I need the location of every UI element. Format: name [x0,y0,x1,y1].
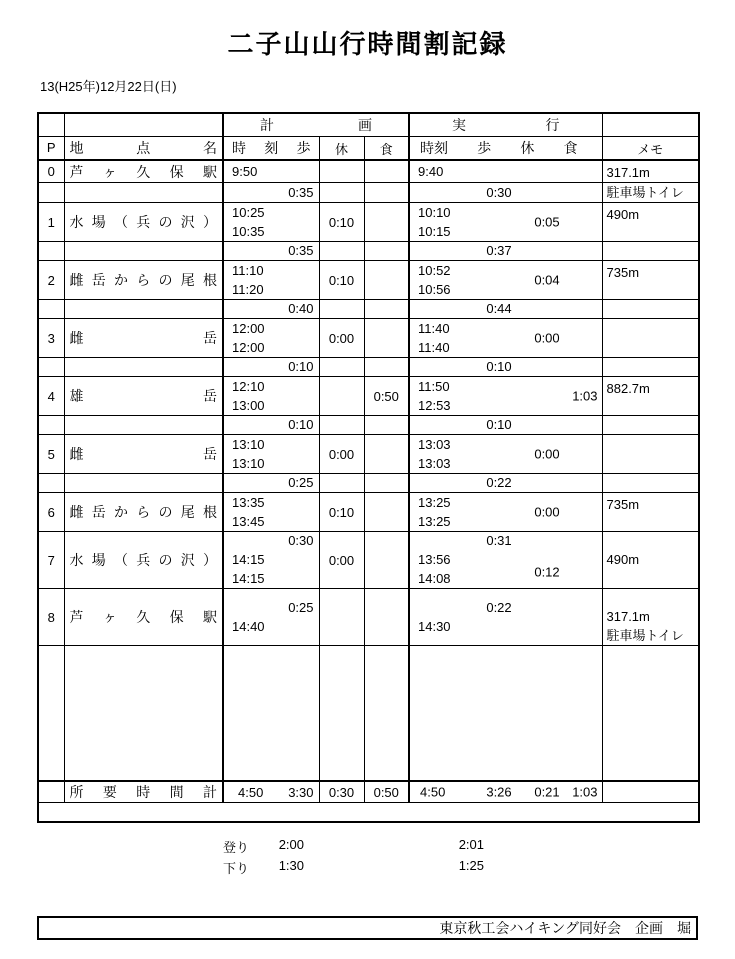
actual-walk: 0:37 [486,243,512,258]
plan-time: 13:45 [232,514,265,529]
plan-time: 9:50 [232,164,258,179]
station-row-2 [38,261,699,300]
station-name: 雌 岳 か ら の 尾 根 [64,261,223,300]
actual-cell [409,646,602,782]
header-actual-cols [409,137,602,161]
station-name: 芦 ヶ 久 保 駅 [64,589,223,646]
plan-cell [223,183,319,203]
point-number: 5 [38,435,64,474]
actual-walk-label: 歩 [477,140,492,156]
point-number [38,646,64,782]
actual-cell [409,183,602,203]
plan-time: 14:15 [232,571,265,586]
actual-time: 13:25 [418,514,451,529]
point-number [38,781,64,803]
descent-label: 下り [223,861,250,876]
walk-row [38,183,699,203]
walk-row [38,416,699,435]
plan-cell [223,532,319,589]
actual-cell [409,203,602,242]
actual-time: 10:56 [418,282,451,297]
actual-time: 13:56 [418,552,451,567]
plan-time: 11:20 [232,282,264,297]
summary-row [38,781,699,803]
station-name: 雄 岳 [64,377,223,416]
memo-cell [602,203,699,242]
meal-label: 食 [379,141,393,157]
memo-cell [602,242,699,261]
point-number: 1 [38,203,64,242]
walk-row [38,358,699,377]
plan-cell [223,646,319,782]
actual-time: 14:30 [418,618,451,634]
page-title: 二子山山行時間割記録 [227,29,508,59]
station-name [64,358,223,377]
actual-cell [409,242,602,261]
actual-cell [409,474,602,493]
header-memo-blank [602,113,699,137]
point-number [38,242,64,261]
plan-walk: 0:35 [288,243,314,258]
plan-meal-cell [364,160,409,183]
plan-cell [223,261,319,300]
schedule-table [37,112,700,823]
climb-actual-value: 2:01 [458,837,484,852]
actual-meal: 1:03 [572,388,598,404]
point-number [38,474,64,493]
memo-cell [602,474,699,493]
header-plan-time-walk: 時 刻 歩 [223,137,319,161]
station-name [64,242,223,261]
actual-time: 11:40 [418,321,450,336]
plan-meal-cell [364,319,409,358]
station-name: 水 場 （ 兵 の 沢 ） [64,532,223,589]
station-row-4 [38,377,699,416]
actual-time-label: 時刻 [420,140,448,156]
plan-meal-cell [364,242,409,261]
plan-cell [223,358,319,377]
actual-walk: 0:31 [486,533,512,548]
walk-row [38,242,699,261]
plan-rest-cell [319,183,364,203]
summary-actual-rest: 0:21 [534,784,560,800]
actual-cell [409,377,602,416]
plan-walk: 0:25 [288,475,314,490]
station-row-1 [38,203,699,242]
actual-cell [409,416,602,435]
actual-rest: 0:00 [534,504,560,520]
header-p-blank [38,113,64,137]
memo-text: 317.1m [606,165,650,180]
station-row-3 [38,319,699,358]
actual-cell [409,589,602,646]
plan-rest-cell [319,589,364,646]
plan-rest-cell [319,416,364,435]
memo-cell [602,781,699,803]
station-name [64,183,223,203]
plan-section-label: 計 [260,117,274,133]
walk-row [38,474,699,493]
plan-time: 12:00 [232,340,265,355]
footer-credit: 東京秋工会ハイキング同好会 企画 堀 [37,916,698,940]
memo-cell [602,589,699,646]
memo-text: 882.7m [606,381,650,396]
memo-cell [602,377,699,416]
plan-walk: 0:25 [288,599,314,615]
actual-time: 9:40 [418,164,444,179]
summary-label: 所 要 時 間 計 [64,781,223,803]
station-name [64,300,223,319]
plan-walk: 0:40 [288,301,314,316]
actual-time: 11:50 [418,379,450,394]
actual-cell [409,261,602,300]
climb-plan-value: 2:00 [278,837,304,852]
header-actual-section [409,113,602,137]
actual-time: 13:25 [418,495,451,510]
point-number [38,183,64,203]
actual-walk: 0:10 [486,417,512,432]
actual-section-label: 行 [545,117,560,133]
memo-text: 490m [606,207,640,222]
station-name: 水 場 （ 兵 の 沢 ） [64,203,223,242]
plan-meal-cell [364,203,409,242]
actual-cell [409,319,602,358]
summary-actual-time: 4:50 [420,784,446,800]
schedule-table-wrapper [37,112,700,823]
plan-time: 12:00 [232,321,265,336]
station-row-8 [38,589,699,646]
empty-row [38,646,699,782]
descent-total-row [0,858,735,879]
plan-rest-cell [319,242,364,261]
actual-walk: 0:44 [486,301,512,316]
plan-time: 14:15 [232,552,265,567]
plan-meal-cell [364,358,409,377]
plan-time: 14:40 [232,618,265,634]
plan-section-label: 画 [358,117,372,133]
climb-total-row [0,837,735,858]
plan-cell [223,493,319,532]
plan-time: 10:25 [232,205,265,220]
plan-time: 11:10 [232,263,264,278]
actual-cell [409,532,602,589]
plan-rest-cell [319,474,364,493]
memo-cell [602,532,699,589]
plan-meal-cell [364,532,409,589]
memo-cell [602,416,699,435]
plan-meal-cell [364,435,409,474]
point-number: 0 [38,160,64,183]
actual-rest: 0:05 [534,214,560,230]
plan-rest-cell [319,358,364,377]
plan-meal-cell [364,261,409,300]
memo-cell [602,300,699,319]
plan-rest-cell: 0:10 [319,203,364,242]
plan-rest-cell [319,377,364,416]
station-name: 芦 ヶ 久 保 駅 [64,160,223,183]
plan-cell [223,416,319,435]
plan-cell [223,203,319,242]
memo-text: 735m [606,497,640,512]
actual-cell [409,435,602,474]
station-name: 雌 岳 [64,435,223,474]
plan-meal-cell [364,416,409,435]
point-number: 6 [38,493,64,532]
summary-plan-meal: 0:50 [364,781,409,803]
station-name [64,646,223,782]
plan-meal-cell [364,300,409,319]
station-name: 雌 岳 [64,319,223,358]
summary-actual-cell [409,781,602,803]
plan-walk: 0:10 [288,417,314,432]
point-number: 7 [38,532,64,589]
station-name [64,474,223,493]
walk-row [38,300,699,319]
actual-time: 10:15 [418,224,451,239]
station-name: 雌 岳 か ら の 尾 根 [64,493,223,532]
header-plan-meal [364,137,409,161]
actual-section-label: 実 [452,117,466,133]
station-name [64,416,223,435]
plan-rest-cell [319,646,364,782]
memo-cell [602,358,699,377]
actual-time: 13:03 [418,456,451,471]
plan-time: 13:10 [232,437,265,452]
memo-cell [602,493,699,532]
plan-rest-cell: 0:10 [319,493,364,532]
plan-meal-cell [364,646,409,782]
actual-time: 11:40 [418,340,450,355]
actual-walk: 0:22 [486,599,512,615]
plan-walk: 0:10 [288,359,314,374]
header-name-blank [64,113,223,137]
memo-text: 317.1m [606,609,650,624]
plan-cell [223,242,319,261]
plan-cell [223,160,319,183]
memo-text: 490m [606,552,640,567]
summary-plan-walk: 3:30 [288,784,314,800]
point-number: 3 [38,319,64,358]
actual-time: 13:03 [418,437,451,452]
plan-meal-cell: 0:50 [364,377,409,416]
summary-plan-rest: 0:30 [319,781,364,803]
climb-label: 登り [223,840,250,855]
actual-rest: 0:12 [534,564,560,580]
plan-cell [223,377,319,416]
summary-actual-walk: 3:26 [486,784,512,800]
header-memo [602,137,699,161]
actual-walk: 0:22 [486,475,512,490]
memo-cell [602,435,699,474]
memo-cell [602,646,699,782]
header-p: P [38,137,64,161]
station-row-5 [38,435,699,474]
memo-cell [602,319,699,358]
actual-walk: 0:10 [486,359,512,374]
header-plan-rest [319,137,364,161]
plan-cell [223,300,319,319]
plan-rest-cell [319,300,364,319]
point-number [38,358,64,377]
plan-meal-cell [364,183,409,203]
plan-meal-cell [364,493,409,532]
actual-rest: 0:00 [534,446,560,462]
header-row-sections [38,113,699,137]
plan-rest-cell [319,160,364,183]
actual-rest: 0:04 [534,272,560,288]
actual-time: 10:10 [418,205,451,220]
station-row-6 [38,493,699,532]
rest-label: 休 [334,141,348,157]
station-row-7 [38,532,699,589]
memo-text: 駐車場トイレ [606,185,684,200]
actual-cell [409,493,602,532]
memo-cell [602,183,699,203]
actual-time: 12:53 [418,398,451,413]
point-number: 2 [38,261,64,300]
point-number: 8 [38,589,64,646]
header-row-columns [38,137,699,161]
bottom-empty-cell [38,803,699,823]
memo-text: 駐車場トイレ [606,628,684,643]
point-number [38,416,64,435]
summary-actual-meal: 1:03 [572,784,598,800]
actual-rest: 0:00 [534,330,560,346]
actual-time: 14:08 [418,571,451,586]
station-row-0 [38,160,699,183]
actual-cell [409,300,602,319]
actual-time: 10:52 [418,263,451,278]
plan-time: 13:10 [232,456,265,471]
plan-meal-cell [364,589,409,646]
actual-cell [409,358,602,377]
descent-actual-value: 1:25 [458,858,484,873]
memo-cell [602,261,699,300]
point-number: 4 [38,377,64,416]
descent-plan-value: 1:30 [278,858,304,873]
memo-label: メモ [637,141,664,157]
plan-walk: 0:35 [288,184,314,200]
plan-time: 13:00 [232,398,265,413]
actual-meal-label: 食 [563,140,578,156]
header-station-name: 地 点 名 [64,137,223,161]
plan-time: 12:10 [232,379,265,394]
plan-time: 10:35 [232,224,265,239]
plan-cell [223,435,319,474]
plan-rest-cell: 0:00 [319,532,364,589]
actual-cell [409,160,602,183]
plan-rest-cell: 0:00 [319,319,364,358]
header-plan-section [223,113,409,137]
point-number [38,300,64,319]
plan-walk: 0:30 [288,533,314,548]
bottom-empty-row [38,803,699,823]
actual-walk: 0:30 [486,184,512,200]
plan-rest-cell: 0:10 [319,261,364,300]
plan-cell [223,474,319,493]
actual-rest-label: 休 [520,140,535,156]
summary-plan-cell [223,781,319,803]
memo-text: 735m [606,265,640,280]
plan-cell [223,319,319,358]
plan-cell [223,589,319,646]
summary-plan-time: 4:50 [238,784,264,800]
plan-meal-cell [364,474,409,493]
plan-time: 13:35 [232,495,265,510]
date-line: 13(H25年)12月22日(日) [40,79,177,94]
memo-cell [602,160,699,183]
plan-rest-cell: 0:00 [319,435,364,474]
